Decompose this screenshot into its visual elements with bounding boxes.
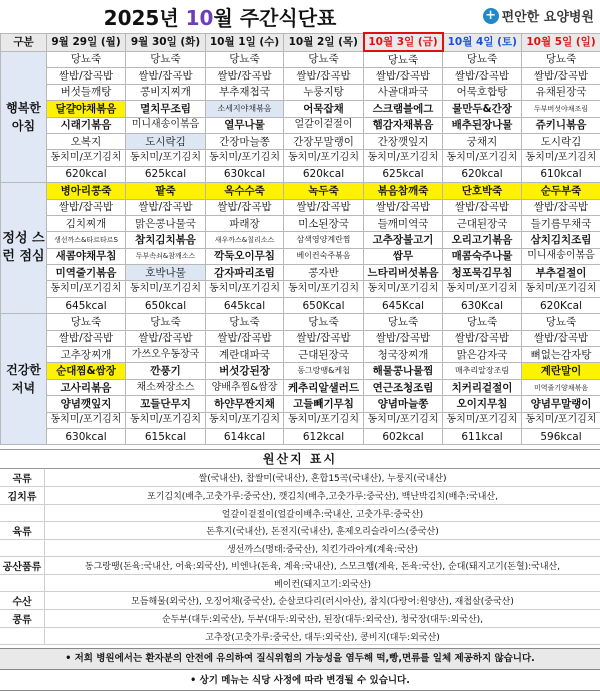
menu-row — [1, 297, 600, 313]
menu-row — [1, 379, 600, 395]
menu-item: 부추겉절이 — [522, 265, 600, 281]
menu-item: 단호박죽 — [443, 183, 522, 199]
menu-item: 양념마늘쫑 — [364, 396, 443, 412]
menu-item: 당뇨죽 — [47, 51, 126, 68]
menu-row — [1, 232, 600, 248]
menu-item: 동치미/포기김치 — [522, 412, 600, 428]
menu-item: 동치미/포기김치 — [126, 150, 206, 166]
menu-item: 햄감자채볶음 — [364, 117, 443, 133]
menu-row — [1, 84, 600, 100]
menu-item: 배추된장나물 — [443, 117, 522, 133]
menu-item: 계란말이 — [522, 363, 600, 379]
day-header: 10월 1일 (수) — [206, 33, 284, 51]
menu-item: 호박나물 — [126, 265, 206, 281]
menu-row — [1, 133, 600, 149]
notice-choking: • 저희 병원에서는 환자분의 안전에 유의하여 질식위험의 가능성을 염두해 떡,빵,면류를 일체 제공하지 않습니다. — [0, 648, 600, 670]
menu-item: 동치미/포기김치 — [47, 412, 126, 428]
menu-item: 해물콩나물찜 — [364, 363, 443, 379]
menu-row — [1, 265, 600, 281]
menu-item: 순두부죽 — [522, 183, 600, 199]
menu-item: 꼬들단무지 — [126, 396, 206, 412]
header — [0, 0, 600, 32]
menu-item: 쥬키니볶음 — [522, 117, 600, 133]
origin-row — [0, 628, 600, 645]
menu-item: 케추리알샐러드 — [284, 379, 364, 395]
menu-item: 쌀밥/잡곡밥 — [284, 199, 364, 215]
menu-item: 쌀밥/잡곡밥 — [443, 330, 522, 346]
menu-item: 동치미/포기김치 — [206, 281, 284, 297]
menu-item: 동치미/포기김치 — [47, 150, 126, 166]
origin-text: 얼갈이겉절이(얼갈이배추:국내산, 고춧가루:중국산) — [45, 505, 600, 522]
menu-item: 간장무말랭이 — [284, 133, 364, 149]
menu-item: 삼색영양계란찜 — [284, 232, 364, 248]
menu-item: 미니새송이볶음 — [126, 117, 206, 133]
menu-item: 동치미/포기김치 — [206, 412, 284, 428]
menu-item: 치커리겉절이 — [443, 379, 522, 395]
menu-row — [1, 215, 600, 231]
origin-category: 육류 — [0, 522, 45, 540]
menu-item: 가쓰오우동장국 — [126, 347, 206, 363]
day-header-row — [1, 33, 600, 51]
menu-row — [1, 183, 600, 199]
menu-item: 당뇨죽 — [126, 51, 206, 68]
menu-row — [1, 314, 600, 330]
menu-item: 쌀밥/잡곡밥 — [126, 68, 206, 84]
menu-item: 쌀밥/잡곡밥 — [522, 199, 600, 215]
origin-row — [0, 469, 600, 487]
menu-item: 청국장찌개 — [364, 347, 443, 363]
menu-item: 당뇨죽 — [443, 51, 522, 68]
calorie-cell: 625kcal — [364, 166, 443, 182]
menu-item: 매콤숙주나물 — [443, 248, 522, 264]
menu-item: 고들빼기무침 — [284, 396, 364, 412]
menu-item: 양배추찜&쌈장 — [206, 379, 284, 395]
menu-item: 동그랑땡&케첩 — [284, 363, 364, 379]
menu-item: 쌈무 — [364, 248, 443, 264]
menu-item: 간장마늘쫑 — [206, 133, 284, 149]
menu-table — [0, 32, 600, 445]
menu-item: 동치미/포기김치 — [443, 281, 522, 297]
menu-item: 쌀밥/잡곡밥 — [364, 199, 443, 215]
origin-category — [0, 628, 45, 645]
lunch-label: 정성 스런 점심 — [1, 183, 47, 314]
menu-row — [1, 68, 600, 84]
menu-row — [1, 199, 600, 215]
origin-category: 곡류 — [0, 469, 45, 487]
origin-text: 베이컨(돼지고기:외국산) — [45, 575, 600, 592]
origin-row — [0, 522, 600, 540]
menu-item: 양념무말랭이 — [522, 396, 600, 412]
menu-item: 쌀밥/잡곡밥 — [126, 199, 206, 215]
menu-item: 베이컨숙주볶음 — [284, 248, 364, 264]
day-header: 9월 30일 (화) — [126, 33, 206, 51]
menu-item: 고추장찌개 — [47, 347, 126, 363]
menu-item: 당뇨죽 — [364, 314, 443, 330]
medical-cross-icon: + — [483, 8, 499, 24]
menu-item: 새콤야채무침 — [47, 248, 126, 264]
menu-item: 참치김치볶음 — [126, 232, 206, 248]
menu-item: 청포묵김무침 — [443, 265, 522, 281]
calorie-cell: 630kcal — [206, 166, 284, 182]
menu-item: 생선까스&타르타르S — [47, 232, 126, 248]
menu-item: 쌀밥/잡곡밥 — [443, 68, 522, 84]
origin-text: 순두부(대두:외국산), 두부(대두:외국산), 된장(대두:외국산), 청국장(대두:외국산), — [45, 610, 600, 628]
hospital-logo: + 편안한 요양병원 — [483, 6, 594, 25]
origin-row — [0, 610, 600, 628]
origin-row — [0, 487, 600, 505]
menu-item: 콩비지찌개 — [126, 84, 206, 100]
menu-item: 도시락김 — [126, 133, 206, 149]
menu-item: 채소짜장소스 — [126, 379, 206, 395]
menu-row — [1, 51, 600, 68]
menu-item: 동치미/포기김치 — [522, 150, 600, 166]
menu-item: 당뇨죽 — [47, 314, 126, 330]
menu-item: 오이지무침 — [443, 396, 522, 412]
calorie-cell: 611kcal — [443, 428, 522, 444]
menu-item: 들깨미역국 — [364, 215, 443, 231]
menu-item: 열무나물 — [206, 117, 284, 133]
menu-item: 삼치김치조림 — [522, 232, 600, 248]
origin-category: 수산 — [0, 592, 45, 610]
page-title: 2025년 10월 주간식단표 — [0, 2, 440, 31]
menu-item: 멸치무조림 — [126, 101, 206, 117]
menu-item: 소세지야채볶음 — [206, 101, 284, 117]
calorie-cell: 612kcal — [284, 428, 364, 444]
menu-item: 옥수수죽 — [206, 183, 284, 199]
menu-item: 스크램블에그 — [364, 101, 443, 117]
day-header: 10월 2일 (목) — [284, 33, 364, 51]
menu-item: 양념깻잎지 — [47, 396, 126, 412]
origin-category — [0, 540, 45, 557]
breakfast-label: 행복한 아침 — [1, 51, 47, 183]
origin-row — [0, 505, 600, 522]
menu-item: 당뇨죽 — [443, 314, 522, 330]
menu-item: 동치미/포기김치 — [364, 281, 443, 297]
menu-item: 느타리버섯볶음 — [364, 265, 443, 281]
menu-row — [1, 150, 600, 166]
menu-row — [1, 248, 600, 264]
day-header: 10월 5일 (일) — [522, 33, 600, 51]
menu-item: 누룽지탕 — [284, 84, 364, 100]
menu-item: 궁채지 — [443, 133, 522, 149]
origin-text: 동그랑땡(돈육:국내산, 어육:외국산), 비엔나(돈육, 계육:국내산), 스모크햄(계육, 돈육:국산), 순대(돼지고기(돈혈):국내산, — [45, 557, 600, 575]
calorie-cell: 650Kcal — [284, 297, 364, 313]
calorie-cell: 620kcal — [284, 166, 364, 182]
menu-item: 근대된장국 — [284, 347, 364, 363]
menu-item: 동치미/포기김치 — [443, 150, 522, 166]
origin-text: 생선까스(명태:중국산), 치킨가라아게(계육:국산) — [45, 540, 600, 557]
origin-category: 콩류 — [0, 610, 45, 628]
menu-row — [1, 412, 600, 428]
menu-item: 달걀야채볶음 — [47, 101, 126, 117]
menu-item: 동치미/포기김치 — [364, 150, 443, 166]
menu-item: 두부속쇠&참깨소스 — [126, 248, 206, 264]
menu-item: 미니새송이볶음 — [522, 248, 600, 264]
menu-item: 동치미/포기김치 — [126, 412, 206, 428]
origin-category — [0, 505, 45, 522]
calorie-cell: 602kcal — [364, 428, 443, 444]
menu-item: 뼈없는감자탕 — [522, 347, 600, 363]
calorie-cell: 614kcal — [206, 428, 284, 444]
menu-item: 파래장 — [206, 215, 284, 231]
menu-item: 당뇨죽 — [206, 314, 284, 330]
origin-category: 김치류 — [0, 487, 45, 505]
menu-item: 미소된장국 — [284, 215, 364, 231]
calorie-cell: 625kcal — [126, 166, 206, 182]
origin-category: 공산품류 — [0, 557, 45, 575]
category-header: 구분 — [1, 33, 47, 51]
menu-item: 들기름무채국 — [522, 215, 600, 231]
menu-item: 동치미/포기김치 — [284, 150, 364, 166]
calorie-cell: 630Kcal — [443, 297, 522, 313]
menu-item: 버섯강된장 — [206, 363, 284, 379]
menu-item: 사골대파국 — [364, 84, 443, 100]
menu-item: 오복지 — [47, 133, 126, 149]
menu-item: 고추장불고기 — [364, 232, 443, 248]
menu-item: 미역줄기볶음 — [47, 265, 126, 281]
menu-item: 유채된장국 — [522, 84, 600, 100]
notice-change: • 상기 메뉴는 식당 사정에 따라 변경될 수 있습니다. — [0, 672, 600, 691]
menu-item: 녹두죽 — [284, 183, 364, 199]
menu-item: 근대된장국 — [443, 215, 522, 231]
menu-item: 당뇨죽 — [206, 51, 284, 68]
menu-item: 깐풍기 — [126, 363, 206, 379]
origin-row — [0, 592, 600, 610]
origin-row — [0, 575, 600, 592]
menu-item: 오리고기볶음 — [443, 232, 522, 248]
menu-item: 쌀밥/잡곡밥 — [206, 330, 284, 346]
menu-item: 부추재첩국 — [206, 84, 284, 100]
menu-item: 쌀밥/잡곡밥 — [522, 330, 600, 346]
menu-item: 동치미/포기김치 — [284, 412, 364, 428]
menu-item: 쌀밥/잡곡밥 — [443, 199, 522, 215]
menu-item: 물만두&간장 — [443, 101, 522, 117]
menu-row — [1, 428, 600, 444]
menu-item: 당뇨죽 — [284, 314, 364, 330]
origin-section — [0, 449, 600, 645]
calorie-cell: 650kcal — [126, 297, 206, 313]
menu-item: 병아리콩죽 — [47, 183, 126, 199]
menu-item: 연근조청조림 — [364, 379, 443, 395]
origin-row — [0, 540, 600, 557]
menu-item: 맑은감자국 — [443, 347, 522, 363]
calorie-cell: 645Kcal — [364, 297, 443, 313]
calorie-cell: 610kcal — [522, 166, 600, 182]
calorie-cell: 645kcal — [47, 297, 126, 313]
menu-item: 두부버섯야채조림 — [522, 101, 600, 117]
menu-item: 얼갈이겉절이 — [284, 117, 364, 133]
calorie-cell: 645kcal — [206, 297, 284, 313]
menu-item: 감자파리조림 — [206, 265, 284, 281]
menu-row — [1, 117, 600, 133]
calorie-cell: 630kcal — [47, 428, 126, 444]
menu-item: 쌀밥/잡곡밥 — [47, 330, 126, 346]
origin-title: 원산지 표시 — [0, 449, 600, 469]
menu-item: 동치미/포기김치 — [443, 412, 522, 428]
menu-item: 도시락김 — [522, 133, 600, 149]
menu-item: 당뇨죽 — [126, 314, 206, 330]
calorie-cell: 620kcal — [47, 166, 126, 182]
calorie-cell: 596kcal — [522, 428, 600, 444]
menu-item: 순대찜&쌈장 — [47, 363, 126, 379]
menu-row — [1, 347, 600, 363]
origin-category — [0, 575, 45, 592]
menu-item: 당뇨죽 — [522, 314, 600, 330]
origin-text: 고추장(고춧가루:중국산, 대두:외국산), 콩비지(대두:외국산) — [45, 628, 600, 645]
menu-item: 계란대파국 — [206, 347, 284, 363]
menu-item: 쌀밥/잡곡밥 — [364, 68, 443, 84]
menu-item: 당뇨죽 — [522, 51, 600, 68]
menu-item: 새우까스&칠리소스 — [206, 232, 284, 248]
menu-item: 어묵호합탕 — [443, 84, 522, 100]
menu-item: 버섯들깨탕 — [47, 84, 126, 100]
menu-item: 쌀밥/잡곡밥 — [284, 68, 364, 84]
menu-item: 고사리볶음 — [47, 379, 126, 395]
menu-item: 시래기볶음 — [47, 117, 126, 133]
menu-item: 당뇨죽 — [364, 51, 443, 68]
menu-item: 동치미/포기김치 — [522, 281, 600, 297]
origin-row — [0, 557, 600, 575]
menu-row — [1, 330, 600, 346]
menu-item: 김치찌개 — [47, 215, 126, 231]
menu-item: 쌀밥/잡곡밥 — [522, 68, 600, 84]
menu-item: 맑은콩나물국 — [126, 215, 206, 231]
menu-item: 동치미/포기김치 — [364, 412, 443, 428]
menu-item: 볶음참깨죽 — [364, 183, 443, 199]
calorie-cell: 615kcal — [126, 428, 206, 444]
menu-item: 쌀밥/잡곡밥 — [284, 330, 364, 346]
menu-row — [1, 363, 600, 379]
calorie-cell: 620Kcal — [522, 297, 600, 313]
day-header: 10월 4일 (토) — [443, 33, 522, 51]
menu-item: 간장깻잎지 — [364, 133, 443, 149]
menu-item: 쌀밥/잡곡밥 — [126, 330, 206, 346]
menu-item: 쌀밥/잡곡밥 — [206, 199, 284, 215]
menu-item: 쌀밥/잡곡밥 — [47, 199, 126, 215]
menu-row — [1, 166, 600, 182]
menu-item: 동치미/포기김치 — [206, 150, 284, 166]
origin-text: 쌀(국내산), 찹쌀미(국내산), 혼합15곡(국내산), 누룽지(국내산) — [45, 469, 600, 487]
menu-item: 동치미/포기김치 — [126, 281, 206, 297]
menu-item: 쌀밥/잡곡밥 — [364, 330, 443, 346]
dinner-label: 건강한 저녁 — [1, 314, 47, 445]
menu-item: 당뇨죽 — [284, 51, 364, 68]
menu-item: 콩자반 — [284, 265, 364, 281]
menu-item: 어묵잡채 — [284, 101, 364, 117]
origin-table — [0, 469, 600, 645]
menu-item: 깍둑오이무침 — [206, 248, 284, 264]
origin-text: 포기김치(배추,고춧가루:중국산), 깻김치(배추,고춧가루:중국산), 백난박김치(배추:국내산, — [45, 487, 600, 505]
menu-row — [1, 396, 600, 412]
day-header: 10월 3일 (금) — [364, 33, 443, 51]
menu-item: 팥죽 — [126, 183, 206, 199]
menu-item: 하얀무짠지채 — [206, 396, 284, 412]
origin-text: 모듬해물(외국산), 오징어채(중국산), 순살코다리(러시아산), 참치(다랑어:원양산), 재첩살(중국산) — [45, 592, 600, 610]
calorie-cell: 620kcal — [443, 166, 522, 182]
menu-item: 미역줄기양채볶음 — [522, 379, 600, 395]
menu-item: 동치미/포기김치 — [284, 281, 364, 297]
menu-row — [1, 281, 600, 297]
origin-text: 돈후지(국내산), 돈전지(국내산), 훈제오리슬라이스(중국산) — [45, 522, 600, 540]
menu-row — [1, 101, 600, 117]
menu-item: 쌀밥/잡곡밥 — [206, 68, 284, 84]
menu-item: 매추리알장조림 — [443, 363, 522, 379]
menu-item: 쌀밥/잡곡밥 — [47, 68, 126, 84]
menu-item: 동치미/포기김치 — [47, 281, 126, 297]
day-header: 9월 29일 (월) — [47, 33, 126, 51]
